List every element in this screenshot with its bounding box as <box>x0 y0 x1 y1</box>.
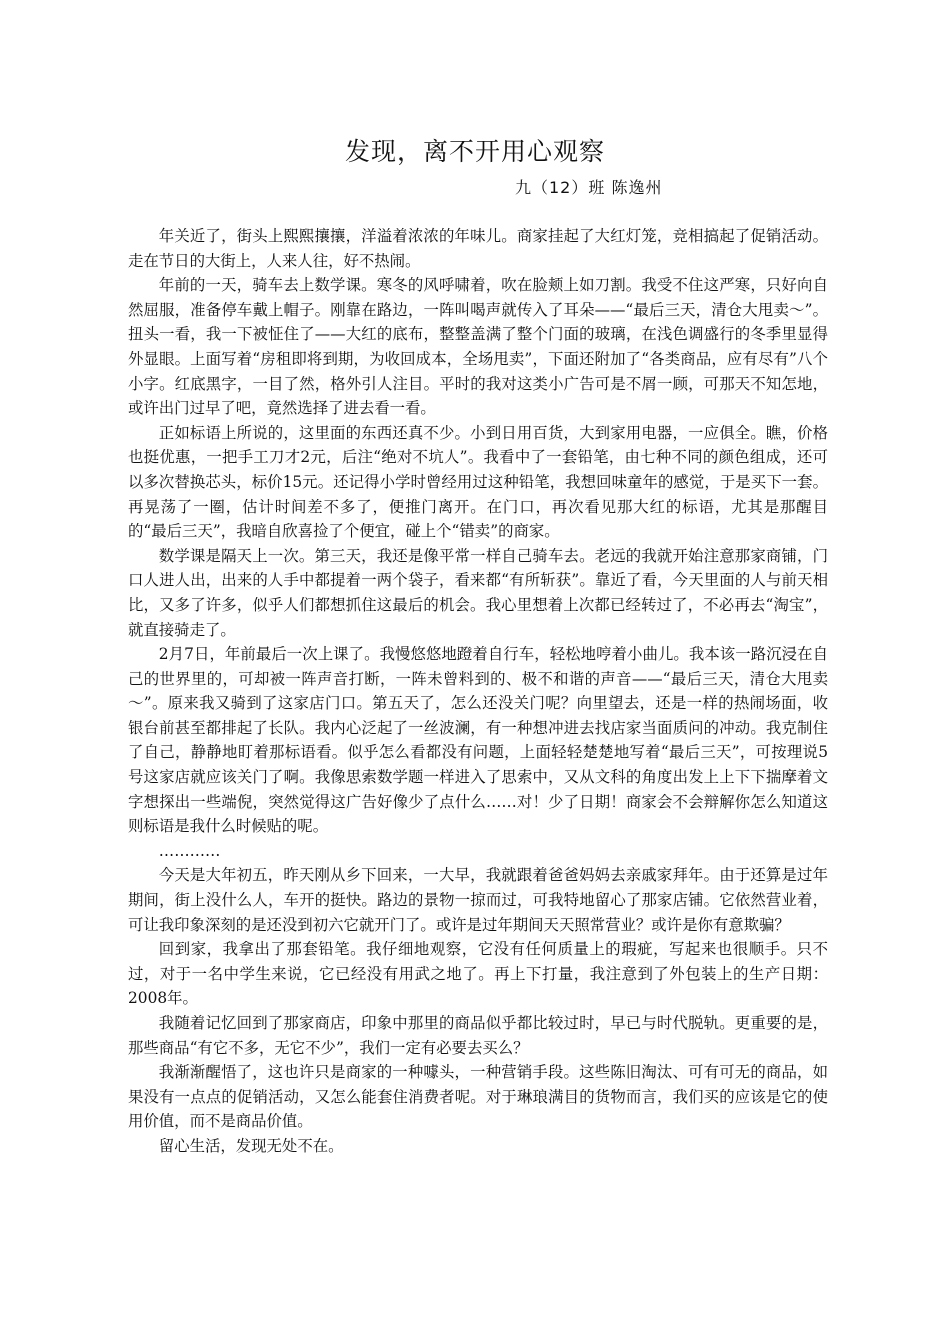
paragraph-2: 年前的一天，骑车去上数学课。寒冬的风呼啸着，吹在脸颊上如刀割。我受不住这严寒，只好向自然屈服，准备停车戴上帽子。刚靠在路边，一阵叫喝声就传入了耳朵——“最后三天，清仓大甩卖～”。扭头一看，我一下被怔住了——大红的底布，整整盖满了整个门面的玻璃，在浅色调盛行的冬季里显得外显眼。上面写着“房租即将到期，为收回成本，全场甩卖”，下面还附加了“各类商品，应有尽有”八个小字。红底黑字，一目了然，格外引人注目。平时的我对这类小广告可是不屑一顾，可那天不知怎地，或许出门过早了吧，竟然选择了进去看一看。 <box>128 276 828 418</box>
paragraph-3: 正如标语上所说的，这里面的东西还真不少。小到日用百货，大到家用电器，一应俱全。瞧，价格也挺优惠，一把手工刀才2元，后注“绝对不坑人”。我看中了一套铅笔，由七种不同的颜色组成，还可以多次替换芯头，标价15元。还记得小学时曾经用过这种铅笔，我想回味童年的感觉，于是买下一套。再晃荡了一圈，估计时间差不多了，便推门离开。在门口，再次看见那大红的标语，尤其是那醒目的“最后三天”，我暗自欣喜捡了个便宜，碰上个“错卖”的商家。 <box>128 423 828 541</box>
document-author: 九（12）班 陈逸州 <box>515 178 663 197</box>
paragraph-1: 年关近了，街头上熙熙攘攘，洋溢着浓浓的年味儿。商家挂起了大红灯笼，竞相搞起了促销活动。走在节日的大街上，人来人往，好不热闹。 <box>128 227 828 270</box>
paragraph-4: 数学课是隔天上一次。第三天，我还是像平常一样自己骑车去。老远的我就开始注意那家商铺，门口人进人出，出来的人手中都提着一两个袋子，看来都“有所斩获”。靠近了看，今天里面的人与前天相比，又多了许多，似乎人们都想抓住这最后的机会。我心里想着上次都已经转过了，不必再去“淘宝”，就直接骑走了。 <box>128 546 828 639</box>
paragraph-9: 我渐渐醒悟了，这也许只是商家的一种噱头，一种营销手段。这些陈旧淘汰、可有可无的商品，如果没有一点点的促销活动，又怎么能套住消费者呢。对于琳琅满目的货物而言，我们买的应该是它的使用价值，而不是商品价值。 <box>128 1063 828 1131</box>
paragraph-10: 留心生活，发现无处不在。 <box>158 1136 344 1155</box>
ellipsis-separator: ………… <box>158 841 221 860</box>
paragraph-5: 2月7日，年前最后一次上课了。我慢悠悠地蹬着自行车，轻松地哼着小曲儿。我本该一路沉浸在自己的世界里的，可却被一阵声音打断，一阵未曾料到的、极不和谐的声音——“最后三天，清仓大甩卖～”。原来我又骑到了这家店门口。第五天了，怎么还没关门呢？向里望去，还是一样的热闹场面，收银台前甚至都排起了长队。我内心泛起了一丝波澜，有一种想冲进去找店家当面质问的冲动。我克制住了自己，静静地盯着那标语看。似乎怎么看都没有问题，上面轻轻楚楚地写着“最后三天”，可按理说5号这家店就应该关门了啊。我像思索数学题一样进入了思索中，又从文科的角度出发上上下下揣摩着文字想探出一些端倪，突然觉得这广告好像少了点什么……对！少了日期！商家会不会辩解你怎么知道这则标语是我什么时候贴的呢。 <box>128 645 828 836</box>
paragraph-6: 今天是大年初五，昨天刚从乡下回来，一大早，我就跟着爸爸妈妈去亲戚家拜年。由于还算是过年期间，街上没什么人，车开的挺快。路边的景物一掠而过，可我特地留心了那家店铺。它依然营业着，可让我印象深刻的是还没到初六它就开门了。或许是过年期间天天照常营业？或许是你有意欺骗？ <box>128 866 828 934</box>
paragraph-8: 我随着记忆回到了那家商店，印象中那里的商品似乎都比较过时，早已与时代脱轨。更重要的是，那些商品“有它不多，无它不少”，我们一定有必要去买么？ <box>128 1014 828 1057</box>
paragraph-7: 回到家，我拿出了那套铅笔。我仔细地观察，它没有任何质量上的瑕疵，写起来也很顺手。只不过，对于一名中学生来说，它已经没有用武之地了。再上下打量，我注意到了外包装上的生产日期：2008年。 <box>128 940 828 1008</box>
document-title: 发现，离不开用心观察 <box>344 137 605 166</box>
document-body <box>128 224 828 1159</box>
